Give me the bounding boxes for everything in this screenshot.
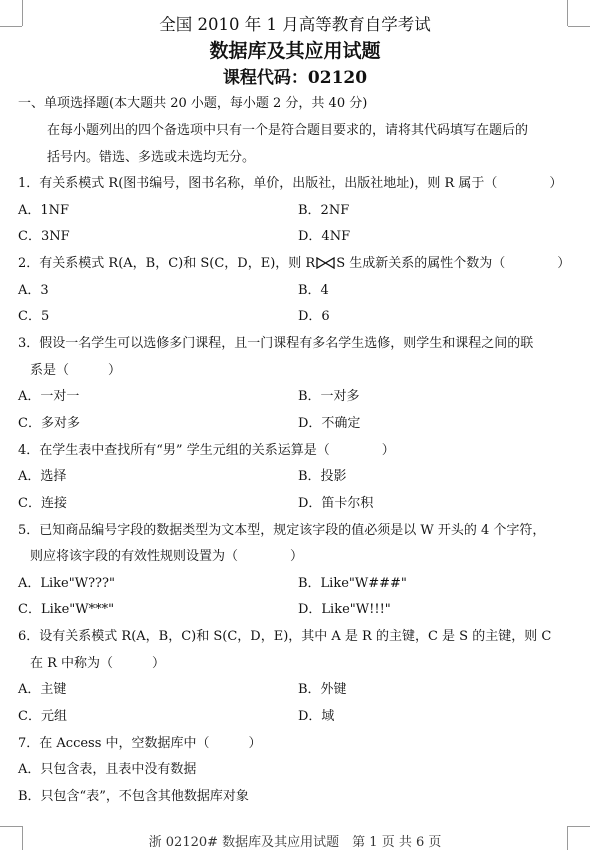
question-3-line2: 系是（ ） (30, 363, 122, 378)
q4-option-d: D．笛卡尔积 (298, 496, 374, 511)
question-1: 1．有关系模式 R(图书编号，图书名称，单价，出版社，出版社地址)，则 R 属于（ ） (18, 176, 563, 191)
q6-option-a: A．主键 (18, 682, 67, 697)
q3-option-a: A．一对一 (18, 389, 80, 404)
q6-option-b: B．外键 (298, 682, 347, 697)
crop-mark-bottom-left-h (0, 826, 22, 827)
q5-option-b: B．Like"W###" (298, 576, 407, 591)
q3-option-d: D．不确定 (298, 416, 361, 431)
section-instruction-line2: 括号内。错选、多选或未选均无分。 (47, 150, 256, 165)
subject-title: 数据库及其应用试题 (209, 40, 381, 62)
question-5-line2: 则应将该字段的有效性规则设置为（ ） (30, 549, 304, 564)
question-2-text-part1: 2．有关系模式 R(A，B，C)和 S(C，D，E)，则 R (18, 256, 316, 271)
natural-join-icon (316, 257, 335, 269)
q3-option-c: C．多对多 (18, 416, 80, 431)
q1-option-b: B．2NF (298, 203, 350, 218)
q4-option-b: B．投影 (298, 469, 347, 484)
q7-option-a: A．只包含表，且表中没有数据 (18, 762, 197, 777)
q2-option-b: B．4 (298, 283, 329, 298)
course-code: 课程代码：02120 (222, 68, 368, 88)
q1-option-a: A．1NF (18, 203, 70, 218)
q4-option-a: A．选择 (18, 469, 67, 484)
question-2 (18, 256, 570, 272)
question-4: 4．在学生表中查找所有“男” 学生元组的关系运算是（ ） (18, 443, 395, 458)
question-6-line2: 在 R 中称为（ ） (30, 656, 166, 671)
q7-option-b: B．只包含“表”，不包含其他数据库对象 (18, 789, 249, 804)
question-3-line1: 3．假设一名学生可以选修多门课程，且一门课程有多名学生选修，则学生和课程之间的联 (18, 336, 534, 351)
question-5-line1: 5．已知商品编号字段的数据类型为文本型，规定该字段的值必须是以 W 开头的 4 个字符， (18, 523, 546, 538)
exam-title: 全国 2010 年 1 月高等教育自学考试 (159, 15, 431, 34)
q6-option-d: D．域 (298, 709, 335, 724)
q2-option-d: D．6 (298, 309, 330, 324)
section-title: 一、单项选择题(本大题共 20 小题，每小题 2 分，共 40 分) (18, 96, 368, 111)
q2-option-a: A．3 (18, 283, 49, 298)
q5-option-c: C．Like"W***" (18, 602, 115, 617)
q5-option-a: A．Like"W???" (18, 576, 115, 591)
q4-option-c: C．连接 (18, 496, 67, 511)
q6-option-c: C．元组 (18, 709, 67, 724)
q3-option-b: B．一对多 (298, 389, 360, 404)
page-footer: 浙 02120# 数据库及其应用试题 第 1 页 共 6 页 (148, 835, 442, 850)
question-6-line1: 6．设有关系模式 R(A，B，C)和 S(C，D，E)，其中 A 是 R 的主键，C 是 S 的主键，则 C (18, 629, 552, 644)
crop-mark-bottom-right-h (568, 826, 590, 827)
q2-option-c: C．5 (18, 309, 50, 324)
question-7: 7．在 Access 中，空数据库中（ ） (18, 736, 262, 751)
q5-option-d: D．Like"W!!!" (298, 602, 391, 617)
q1-option-c: C．3NF (18, 229, 70, 244)
section-instruction-line1: 在每小题列出的四个备选项中只有一个是符合题目要求的，请将其代码填写在题后的 (47, 123, 529, 138)
question-2-text-part2: S 生成新关系的属性个数为（ ） (336, 256, 571, 271)
q1-option-d: D．4NF (298, 229, 351, 244)
